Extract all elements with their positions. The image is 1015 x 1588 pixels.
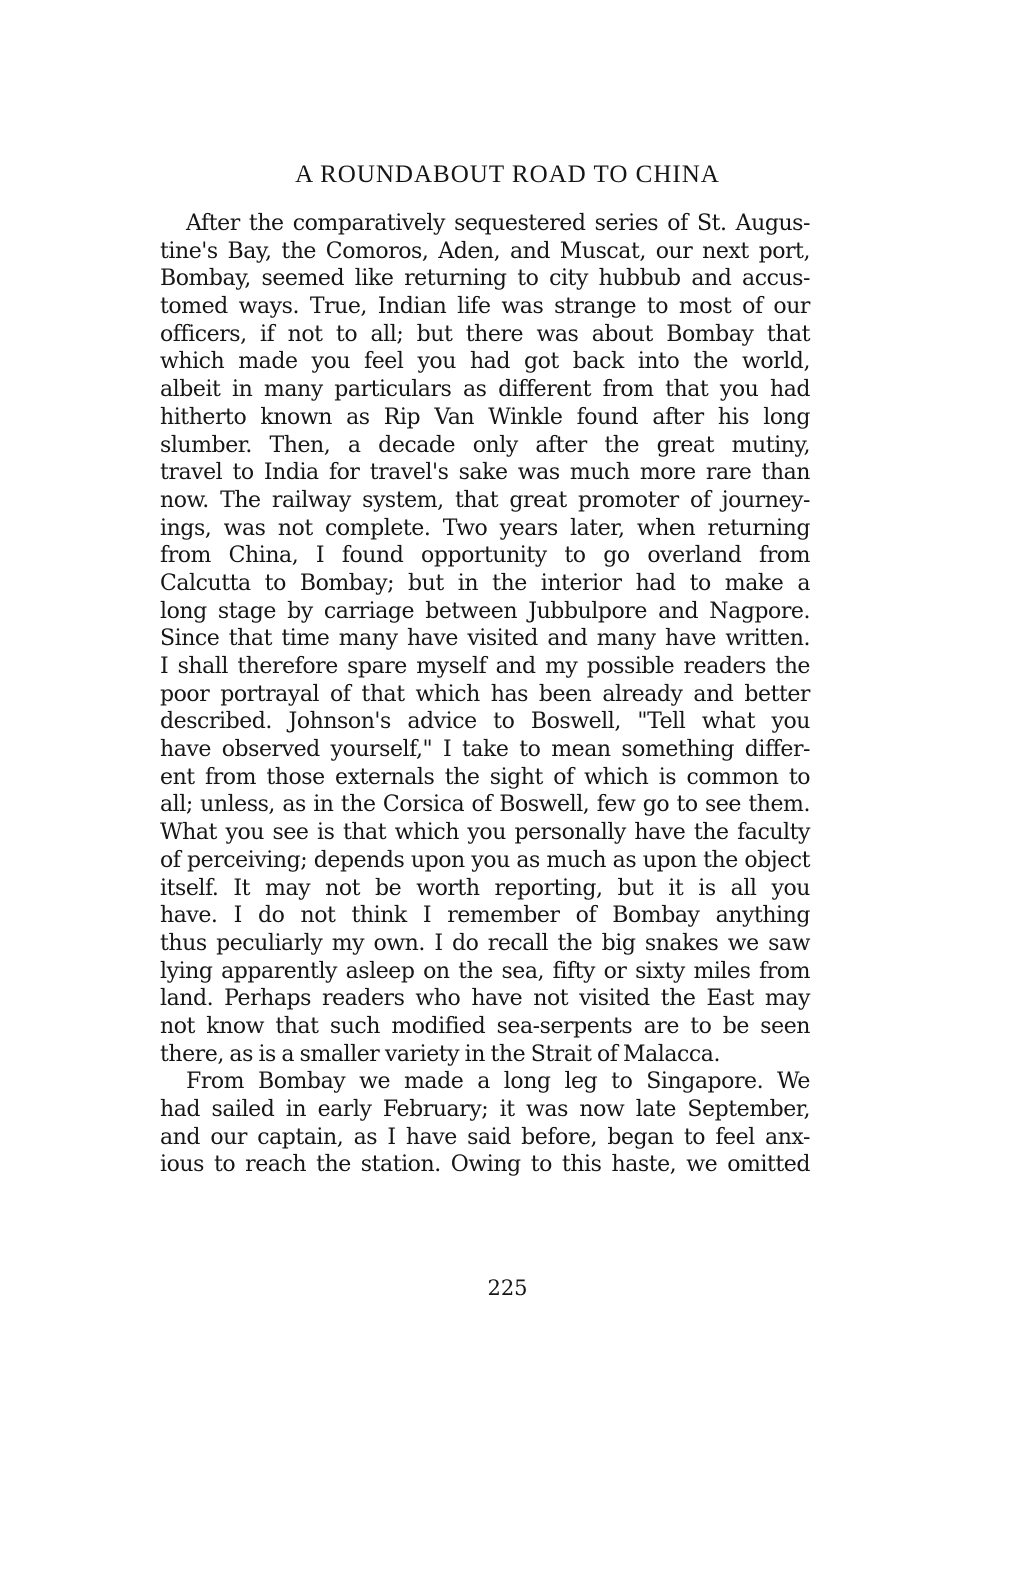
text-line: from China, I found opportunity to go overland from [160,543,810,569]
text-line: tomed ways. True, Indian life was strange to most of our [160,294,810,320]
text-line: land. Perhaps readers who have not visited the East may [160,986,810,1012]
text-line: of perceiving; depends upon you as much as upon the object [160,847,810,873]
text-line: From Bombay we made a long leg to Singapore. We [186,1069,810,1095]
text-line: What you see is that which you personally have the faculty [160,820,810,846]
text-line: slumber. Then, a decade only after the great mutiny, [160,432,810,458]
text-line: hitherto known as Rip Van Winkle found after his long [160,404,810,430]
text-line: Since that time many have visited and many have written. [160,626,810,652]
text-line: poor portrayal of that which has been already and better [160,681,810,707]
text-line: thus peculiarly my own. I do recall the big snakes we saw [160,930,810,956]
text-line: officers, if not to all; but there was about Bombay that [160,321,810,347]
text-line: travel to India for travel's sake was much more rare than [160,460,810,486]
page-number: 225 [487,1276,528,1300]
text-line: ings, was not complete. Two years later, when returning [160,515,810,541]
text-line: After the comparatively sequestered series of St. Augus- [186,211,810,236]
text-line: albeit in many particulars as different from that you had [160,377,810,403]
text-line: and our captain, as I have said before, began to feel anx- [160,1124,810,1150]
text-line: which made you feel you had got back into the world, [160,349,810,375]
paragraph [160,210,810,1068]
text-line: had sailed in early February; it was now late September, [160,1097,810,1122]
text-line: now. The railway system, that great promoter of journey- [160,487,810,513]
text-line: have. I do not think I remember of Bombay anything [160,903,810,929]
text-line: lying apparently asleep on the sea, fifty or sixty miles from [160,958,810,984]
text-line: described. Johnson's advice to Boswell, "Tell what you [160,709,810,735]
text-line: tine's Bay, the Comoros, Aden, and Muscat, our next port, [160,238,810,264]
text-line: not know that such modified sea-serpents are to be seen [160,1013,810,1039]
text-line: there, as is a smaller variety in the Strait of Malacca. [160,1041,720,1067]
text-line: have observed yourself," I take to mean something differ- [160,737,810,763]
text-line: ious to reach the station. Owing to this haste, we omitted [160,1152,810,1178]
paragraph [160,1068,810,1179]
body-text [160,210,810,1179]
text-line: Calcutta to Bombay; but in the interior had to make a [160,570,810,596]
text-line: all; unless, as in the Corsica of Boswell, few go to see them. [160,792,810,818]
running-head: A ROUNDABOUT ROAD TO CHINA [295,161,720,188]
text-line: I shall therefore spare myself and my possible readers the [160,654,810,679]
text-line: long stage by carriage between Jubbulpore and Nagpore. [160,598,810,624]
text-line: Bombay, seemed like returning to city hubbub and accus- [160,266,810,292]
text-line: itself. It may not be worth reporting, but it is all you [160,875,810,901]
text-line: ent from those externals the sight of which is common to [160,764,810,790]
